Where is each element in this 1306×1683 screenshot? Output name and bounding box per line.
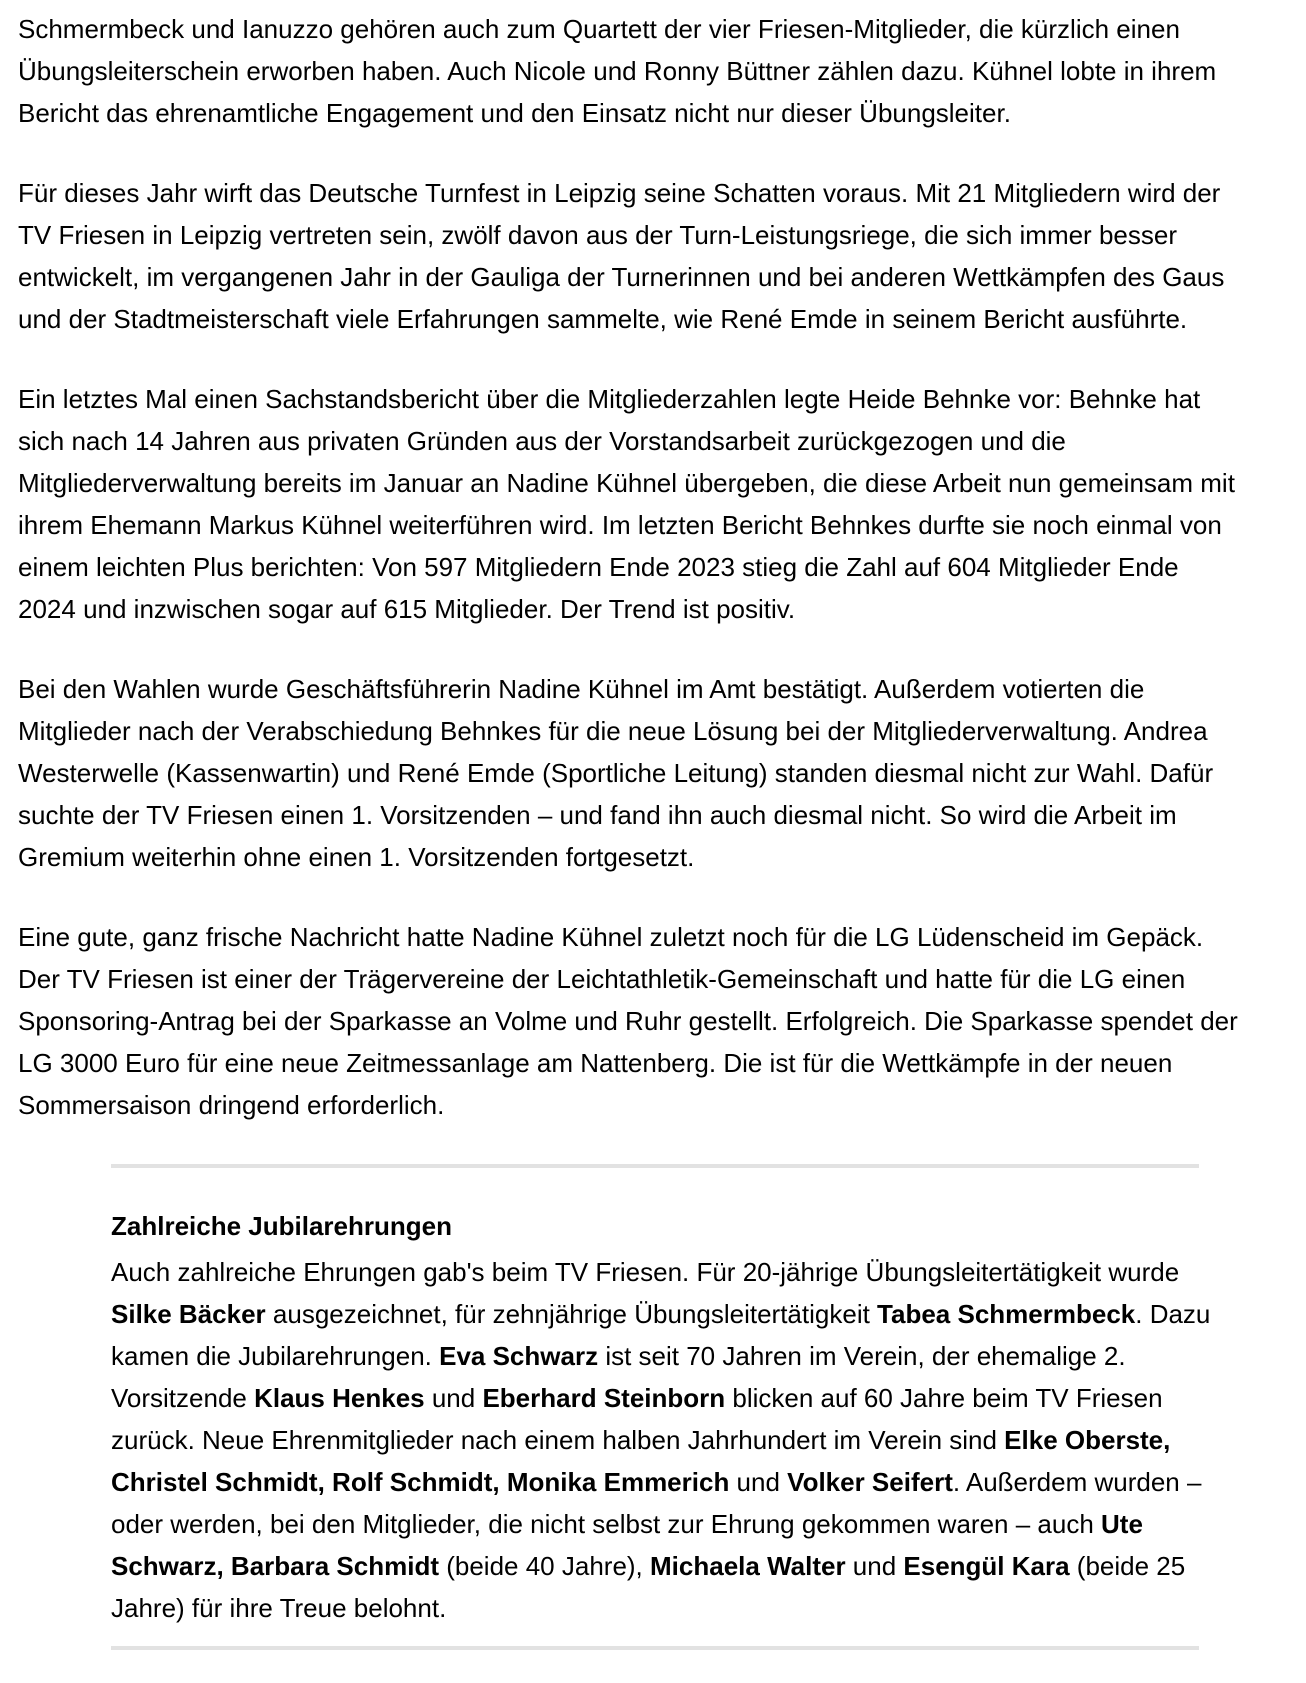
text-line: Bei den Wahlen wurde Geschäftsführerin Nadine Kühnel im Amt bestätigt. Außerdem votierten die	[18, 674, 1145, 704]
text-line	[111, 1545, 1199, 1587]
text-line: Westerwelle (Kassenwartin) und René Emde (Sportliche Leitung) standen diesmal nicht zur Wahl. Dafür	[18, 758, 1214, 788]
text-line: 2024 und inzwischen sogar auf 615 Mitglieder. Der Trend ist positiv.	[18, 594, 796, 624]
person-name-bold: Schwarz, Barbara Schmidt	[111, 1551, 439, 1581]
person-name-bold: Silke Bäcker	[111, 1299, 266, 1329]
text-line	[111, 1251, 1199, 1293]
person-name-bold: Volker Seifert	[787, 1467, 953, 1497]
section-paragraph	[111, 1251, 1211, 1629]
person-name-bold: Christel Schmidt, Rolf Schmidt, Monika Emmerich	[111, 1467, 730, 1497]
text-line	[111, 1587, 1199, 1629]
text-line: Mitglieder nach der Verabschiedung Behnkes für die neue Lösung bei der Mitgliederverwaltung. Andrea	[18, 716, 1208, 746]
text-segment: . Dazu	[1135, 1299, 1211, 1329]
text-line: Sommersaison dringend erforderlich.	[18, 1090, 445, 1120]
section-divider-top	[111, 1164, 1199, 1168]
text-line: TV Friesen in Leipzig vertreten sein, zwölf davon aus der Turn-Leistungsriege, die sich immer besser	[18, 220, 1177, 250]
text-segment: Jahre) für ihre Treue belohnt.	[111, 1593, 447, 1623]
text-line	[111, 1377, 1199, 1419]
text-line: suchte der TV Friesen einen 1. Vorsitzenden – und fand ihn auch diesmal nicht. So wird die Arbeit im	[18, 800, 1177, 830]
text-line: einem leichten Plus berichten: Von 597 Mitgliedern Ende 2023 stieg die Zahl auf 604 Mitglieder Ende	[18, 552, 1179, 582]
text-segment: ausgezeichnet, für zehnjährige Übungsleitertätigkeit	[265, 1299, 878, 1329]
text-segment: zurück. Neue Ehrenmitglieder nach einem halben Jahrhundert im Verein sind	[111, 1425, 1005, 1455]
text-segment: (beide 25	[1069, 1551, 1186, 1581]
text-segment: oder werden, bei den Mitglieder, die nicht selbst zur Ehrung gekommen waren – auch	[111, 1509, 1102, 1539]
text-line	[111, 1461, 1202, 1503]
text-line: ihrem Ehemann Markus Kühnel weiterführen wird. Im letzten Bericht Behnkes durfte sie noch einmal von	[18, 510, 1222, 540]
text-line: LG 3000 Euro für eine neue Zeitmessanlage am Nattenberg. Die ist für die Wettkämpfe in der neuen	[18, 1048, 1173, 1078]
text-line: Gremium weiterhin ohne einen 1. Vorsitzenden fortgesetzt.	[18, 842, 695, 872]
person-name-bold: Tabea Schmermbeck	[877, 1299, 1136, 1329]
text-segment: und	[845, 1551, 904, 1581]
paragraph	[18, 916, 1306, 1126]
text-segment: Auch zahlreiche Ehrungen gab's beim TV Friesen. Für 20-jährige Übungsleitertätigkeit wurde	[111, 1257, 1180, 1287]
text-line: Für dieses Jahr wirft das Deutsche Turnfest in Leipzig seine Schatten voraus. Mit 21 Mitgliedern wird der	[18, 178, 1221, 208]
paragraph	[18, 378, 1306, 630]
person-name-bold: Elke Oberste,	[1004, 1425, 1171, 1455]
text-line: sich nach 14 Jahren aus privaten Gründen aus der Vorstandsarbeit zurückgezogen und die	[18, 426, 1066, 456]
text-segment: Vorsitzende	[111, 1383, 255, 1413]
text-line: Schmermbeck und Ianuzzo gehören auch zum Quartett der vier Friesen-Mitglieder, die kürzlich einen	[18, 14, 1180, 44]
article-paragraphs	[18, 8, 1306, 1126]
paragraph	[18, 8, 1306, 134]
paragraph	[18, 172, 1306, 340]
text-line: Eine gute, ganz frische Nachricht hatte Nadine Kühnel zuletzt noch für die LG Lüdenscheid im Gepäck.	[18, 922, 1204, 952]
text-line	[111, 1293, 1211, 1335]
text-line: entwickelt, im vergangenen Jahr in der Gauliga der Turnerinnen und bei anderen Wettkämpfen des Gaus	[18, 262, 1225, 292]
section-divider-bottom	[111, 1646, 1199, 1650]
text-line: Sponsoring-Antrag bei der Sparkasse an Volme und Ruhr gestellt. Erfolgreich. Die Sparkasse spendet der	[18, 1006, 1238, 1036]
person-name-bold: Klaus Henkes	[254, 1383, 425, 1413]
text-line: und der Stadtmeisterschaft viele Erfahrungen sammelte, wie René Emde in seinem Bericht ausführte.	[18, 304, 1188, 334]
text-line	[111, 1503, 1199, 1545]
person-name-bold: Eberhard Steinborn	[482, 1383, 726, 1413]
text-line	[111, 1419, 1199, 1461]
text-line: Übungsleiterschein erworben haben. Auch Nicole und Ronny Büttner zählen dazu. Kühnel lobte in ihrem	[18, 56, 1217, 86]
person-name-bold: Michaela Walter	[650, 1551, 846, 1581]
jubilee-section	[111, 1164, 1211, 1650]
person-name-bold: Ute	[1101, 1509, 1143, 1539]
text-segment: und	[424, 1383, 483, 1413]
text-line	[111, 1335, 1199, 1377]
text-segment: blicken auf 60 Jahre beim TV Friesen	[725, 1383, 1163, 1413]
text-line: Der TV Friesen ist einer der Trägervereine der Leichtathletik-Gemeinschaft und hatte für die LG einen	[18, 964, 1186, 994]
text-line: Ein letztes Mal einen Sachstandsbericht über die Mitgliederzahlen legte Heide Behnke vor: Behnke hat	[18, 384, 1201, 414]
text-line: Bericht das ehrenamtliche Engagement und den Einsatz nicht nur dieser Übungsleiter.	[18, 98, 1011, 128]
text-segment: und	[729, 1467, 788, 1497]
text-segment: ist seit 70 Jahren im Verein, der ehemalige 2.	[598, 1341, 1126, 1371]
text-segment: . Außerdem wurden –	[952, 1467, 1202, 1497]
person-name-bold: Eva Schwarz	[439, 1341, 599, 1371]
paragraph	[18, 668, 1306, 878]
text-line: Mitgliederverwaltung bereits im Januar an Nadine Kühnel übergeben, die diese Arbeit nun gemeinsam mit	[18, 468, 1235, 498]
section-heading: Zahlreiche Jubilarehrungen	[111, 1211, 452, 1241]
text-segment: kamen die Jubilarehrungen.	[111, 1341, 440, 1371]
person-name-bold: Esengül Kara	[903, 1551, 1070, 1581]
text-segment: (beide 40 Jahre),	[439, 1551, 651, 1581]
